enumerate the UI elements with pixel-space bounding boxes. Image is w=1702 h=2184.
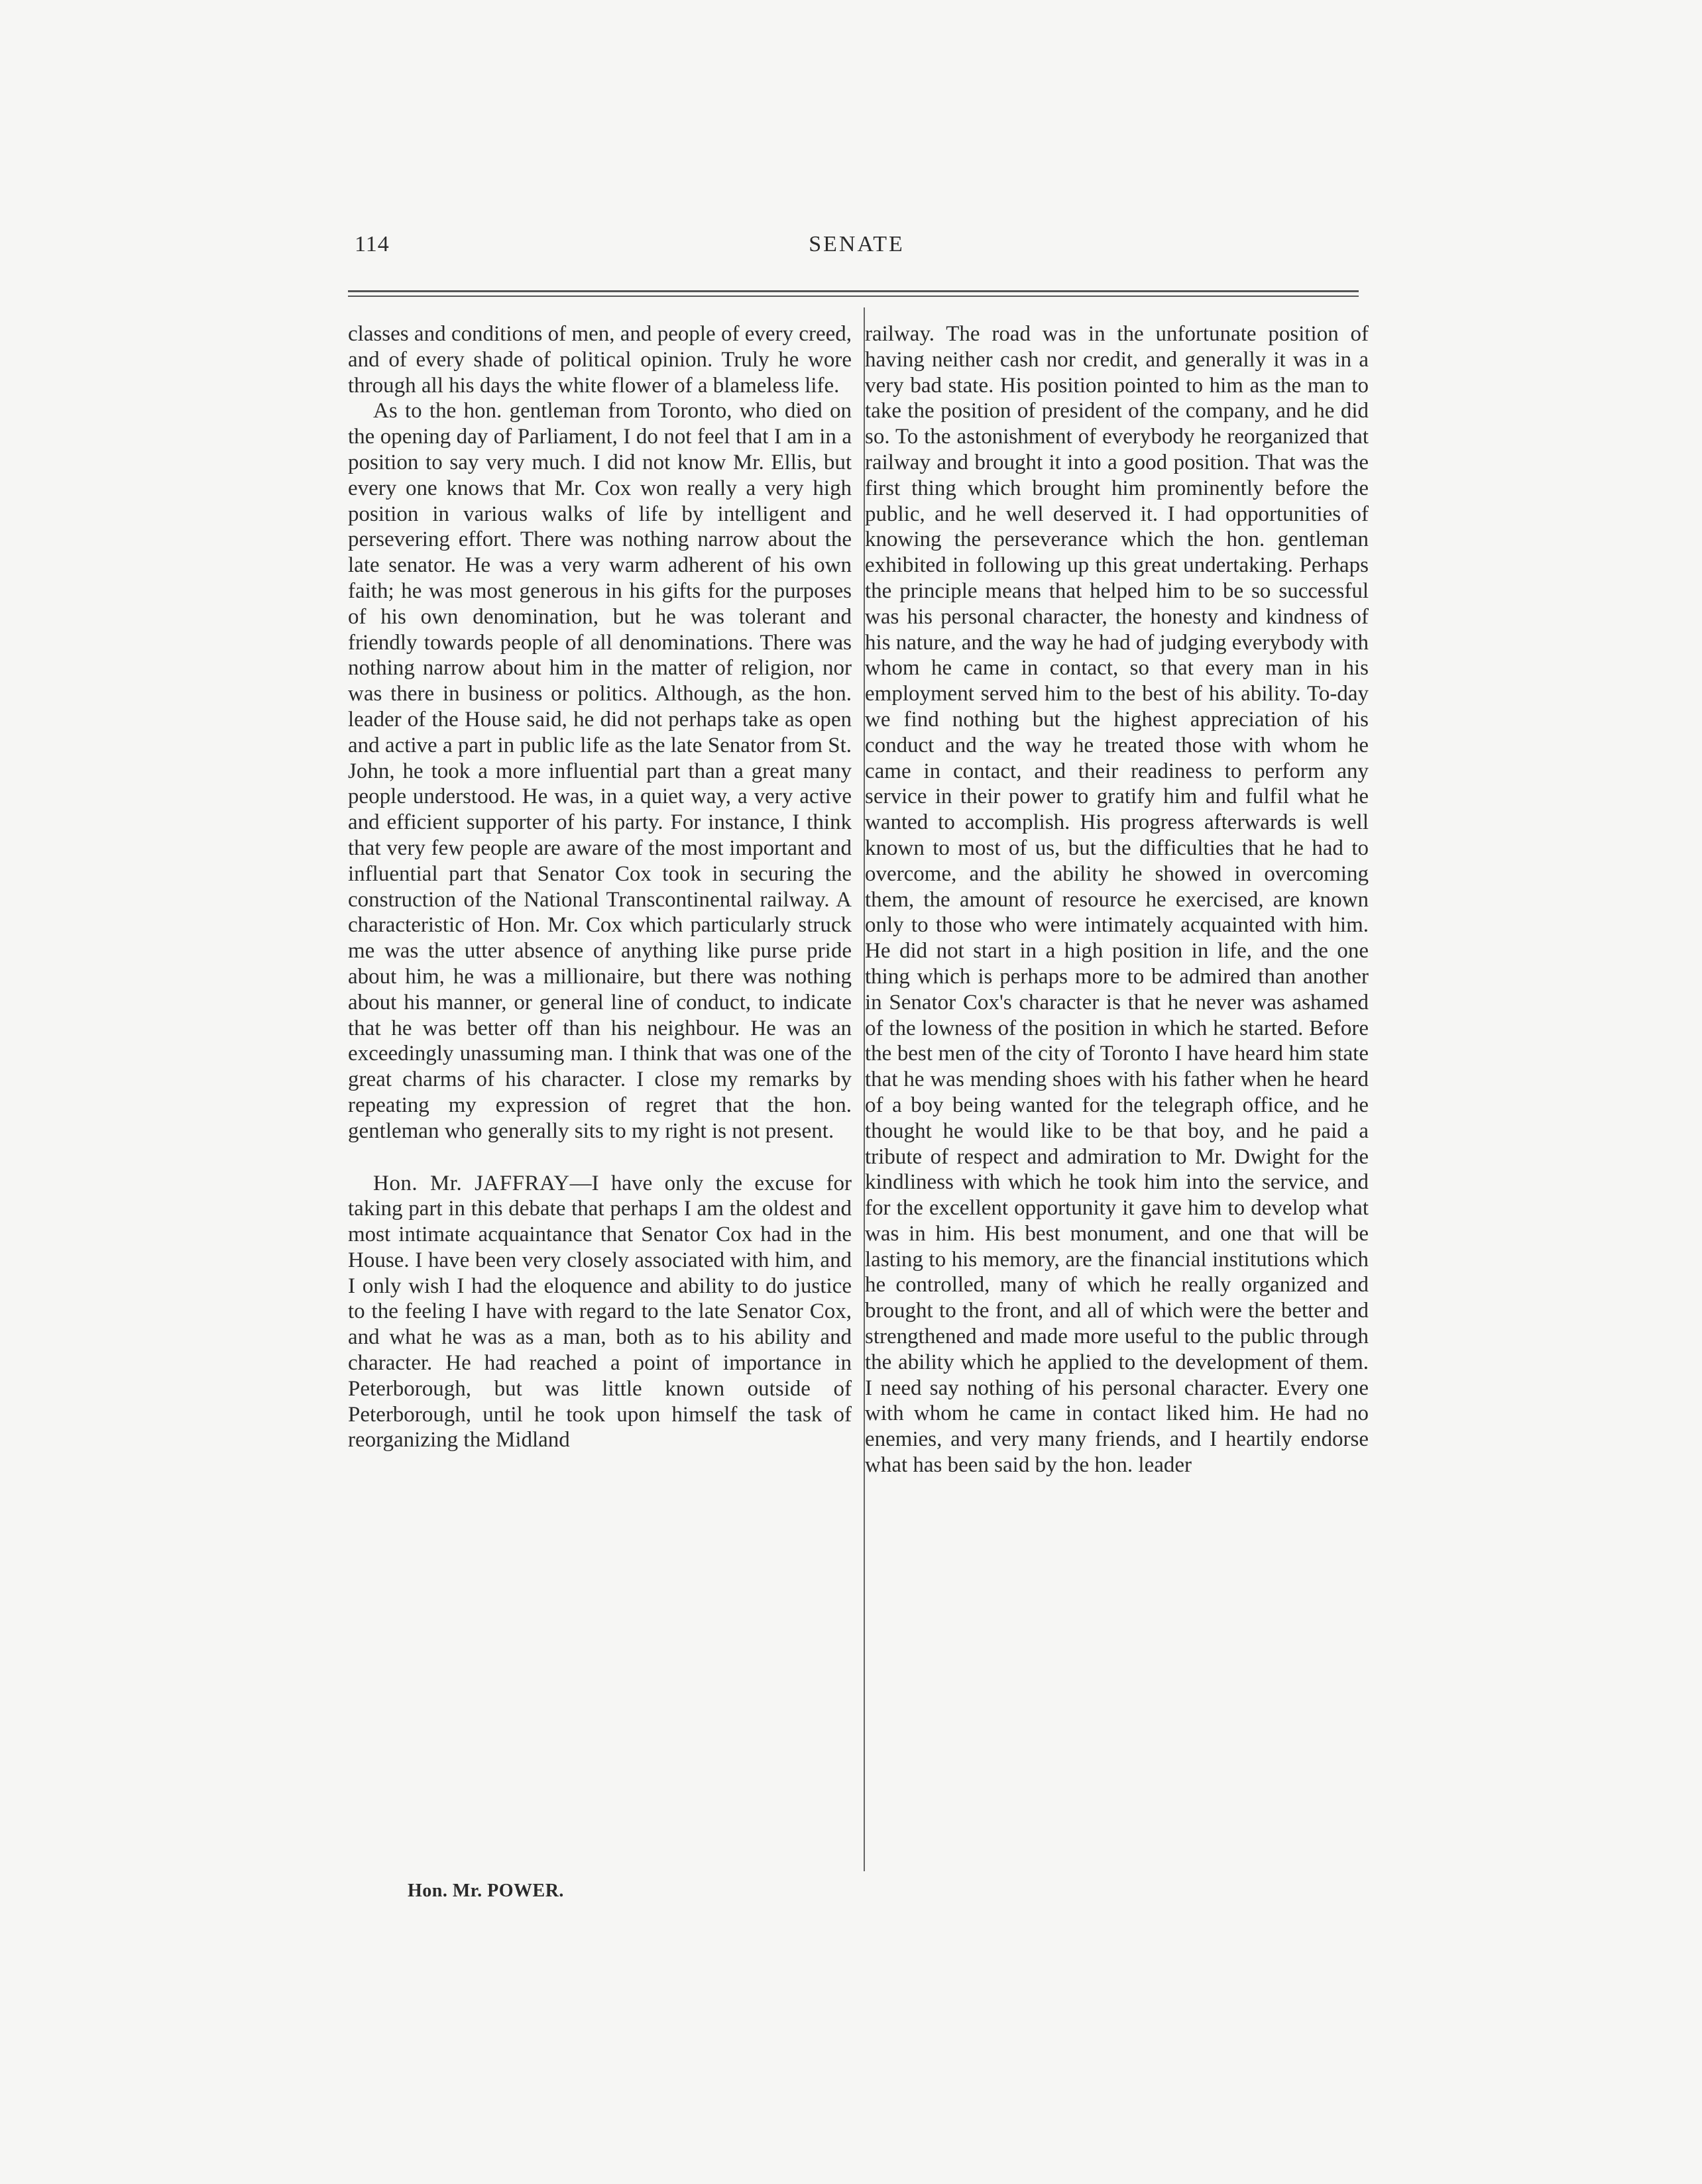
right-column <box>865 321 1369 1478</box>
page-title: SENATE <box>809 232 905 256</box>
running-speaker-footer: Hon. Mr. POWER. <box>408 1881 564 1901</box>
left-paragraph-3 <box>348 1171 852 1454</box>
right-paragraph-1: railway. The road was in the unfortunate position of having neither cash nor credit, and generally it was in a very bad state. His position pointed to him as the man to take the position of president of the company, and he did so. To the astonishment of everybody he reorganized that railway and brought it into a good position. That was the first thing which brought him prominently before the public, and he well deserved it. I had opportunities of knowing the perseverance which the hon. gentleman exhibited in following up this great undertaking. Perhaps the principle means that helped him to be so successful was his personal character, the honesty and kindness of his nature, and the way he had of judging everybody with whom he came in contact, so that every man in his employment served him to the best of his ability. To-day we find nothing but the highest appreciation of his conduct and the way he treated those with whom he came in contact, and their readiness to perform any service in their power to gratify him and fulfil what he wanted to accomplish. His progress afterwards is well known to most of us, but the difficulties that he had to overcome, and the ability he showed in overcoming them, the amount of resource he exercised, are known only to those who were intimately acquainted with him. He did not start in a high position in life, and the one thing which is perhaps more to be admired than another in Senator Cox's character is that he never was ashamed of the lowness of the position in which he started. Before the best men of the city of Toronto I have heard him state that he was mending shoes with his father when he heard of a boy being wanted for the telegraph office, and he thought he would like to be that boy, and he paid a tribute of respect and admiration to Mr. Dwight for the kindliness with which he took him into the service, and for the excellent opportunity it gave him to develop what was in him. His best monument, and one that will be lasting to his memory, are the financial institutions which he controlled, many of which he really organized and brought to the front, and all of which were the better and strengthened and made more useful to the public through the ability which he applied to the development of them. I need say nothing of his personal character. Every one with whom he came in contact liked him. He had no enemies, and very many friends, and I heartily endorse what has been said by the hon. leader <box>865 322 1369 1478</box>
page-number: 114 <box>355 232 390 256</box>
header-rule <box>348 290 1359 292</box>
left-paragraph-2: As to the hon. gentleman from Toronto, who died on the opening day of Parliament, I do not feel that I am in a position to say very much. I did not know Mr. Ellis, but every one knows that Mr. Cox won really a very high position in various walks of life by intelligent and persevering effort. There was nothing narrow about the late senator. He was a very warm adherent of his own faith; he was most generous in his gifts for the purposes of his own denomination, but he was tolerant and friendly towards people of all denominations. There was nothing narrow about him in the matter of religion, nor was there in business or politics. Although, as the hon. leader of the House said, he did not perhaps take as open and active a part in public life as the late Senator from St. John, he took a more influential part than a great many people understood. He was, in a quiet way, a very active and efficient supporter of his party. For instance, I think that very few people are aware of the most important and influential part that Senator Cox took in securing the construction of the National Transcontinental railway. A characteristic of Hon. Mr. Cox which particularly struck me was the utter absence of anything like purse pride about him, he was a millionaire, but there was nothing about his manner, or general line of conduct, to indicate that he was better off than his neighbour. He was an exceedingly unassuming man. I think that was one of the great charms of his character. I close my remarks by repeating my expression of regret that the hon. gentleman who generally sits to my right is not present. <box>348 399 852 1143</box>
speaker-name: Hon. Mr. JAFFRAY <box>373 1171 570 1195</box>
left-column <box>348 321 852 1453</box>
header-rule-thin <box>348 296 1359 297</box>
left-paragraph-1: classes and conditions of men, and people of every creed, and of every shade of political opinion. Truly he wore through all his days the white flower of a blameless life. <box>348 322 852 398</box>
left-paragraph-3-text: —I have only the excuse for taking part in this debate that perhaps I am the oldest and most intimate acquaintance that Senator Cox had in the House. I have been very closely associated with him, and I only wish I had the eloquence and ability to do justice to the feeling I have with regard to the late Senator Cox, and what he was as a man, both as to his ability and character. He had reached a point of importance in Peterborough, but was little known outside of Peterborough, until he took upon himself the task of reorganizing the Midland <box>348 1171 852 1452</box>
page-header <box>355 232 1359 272</box>
